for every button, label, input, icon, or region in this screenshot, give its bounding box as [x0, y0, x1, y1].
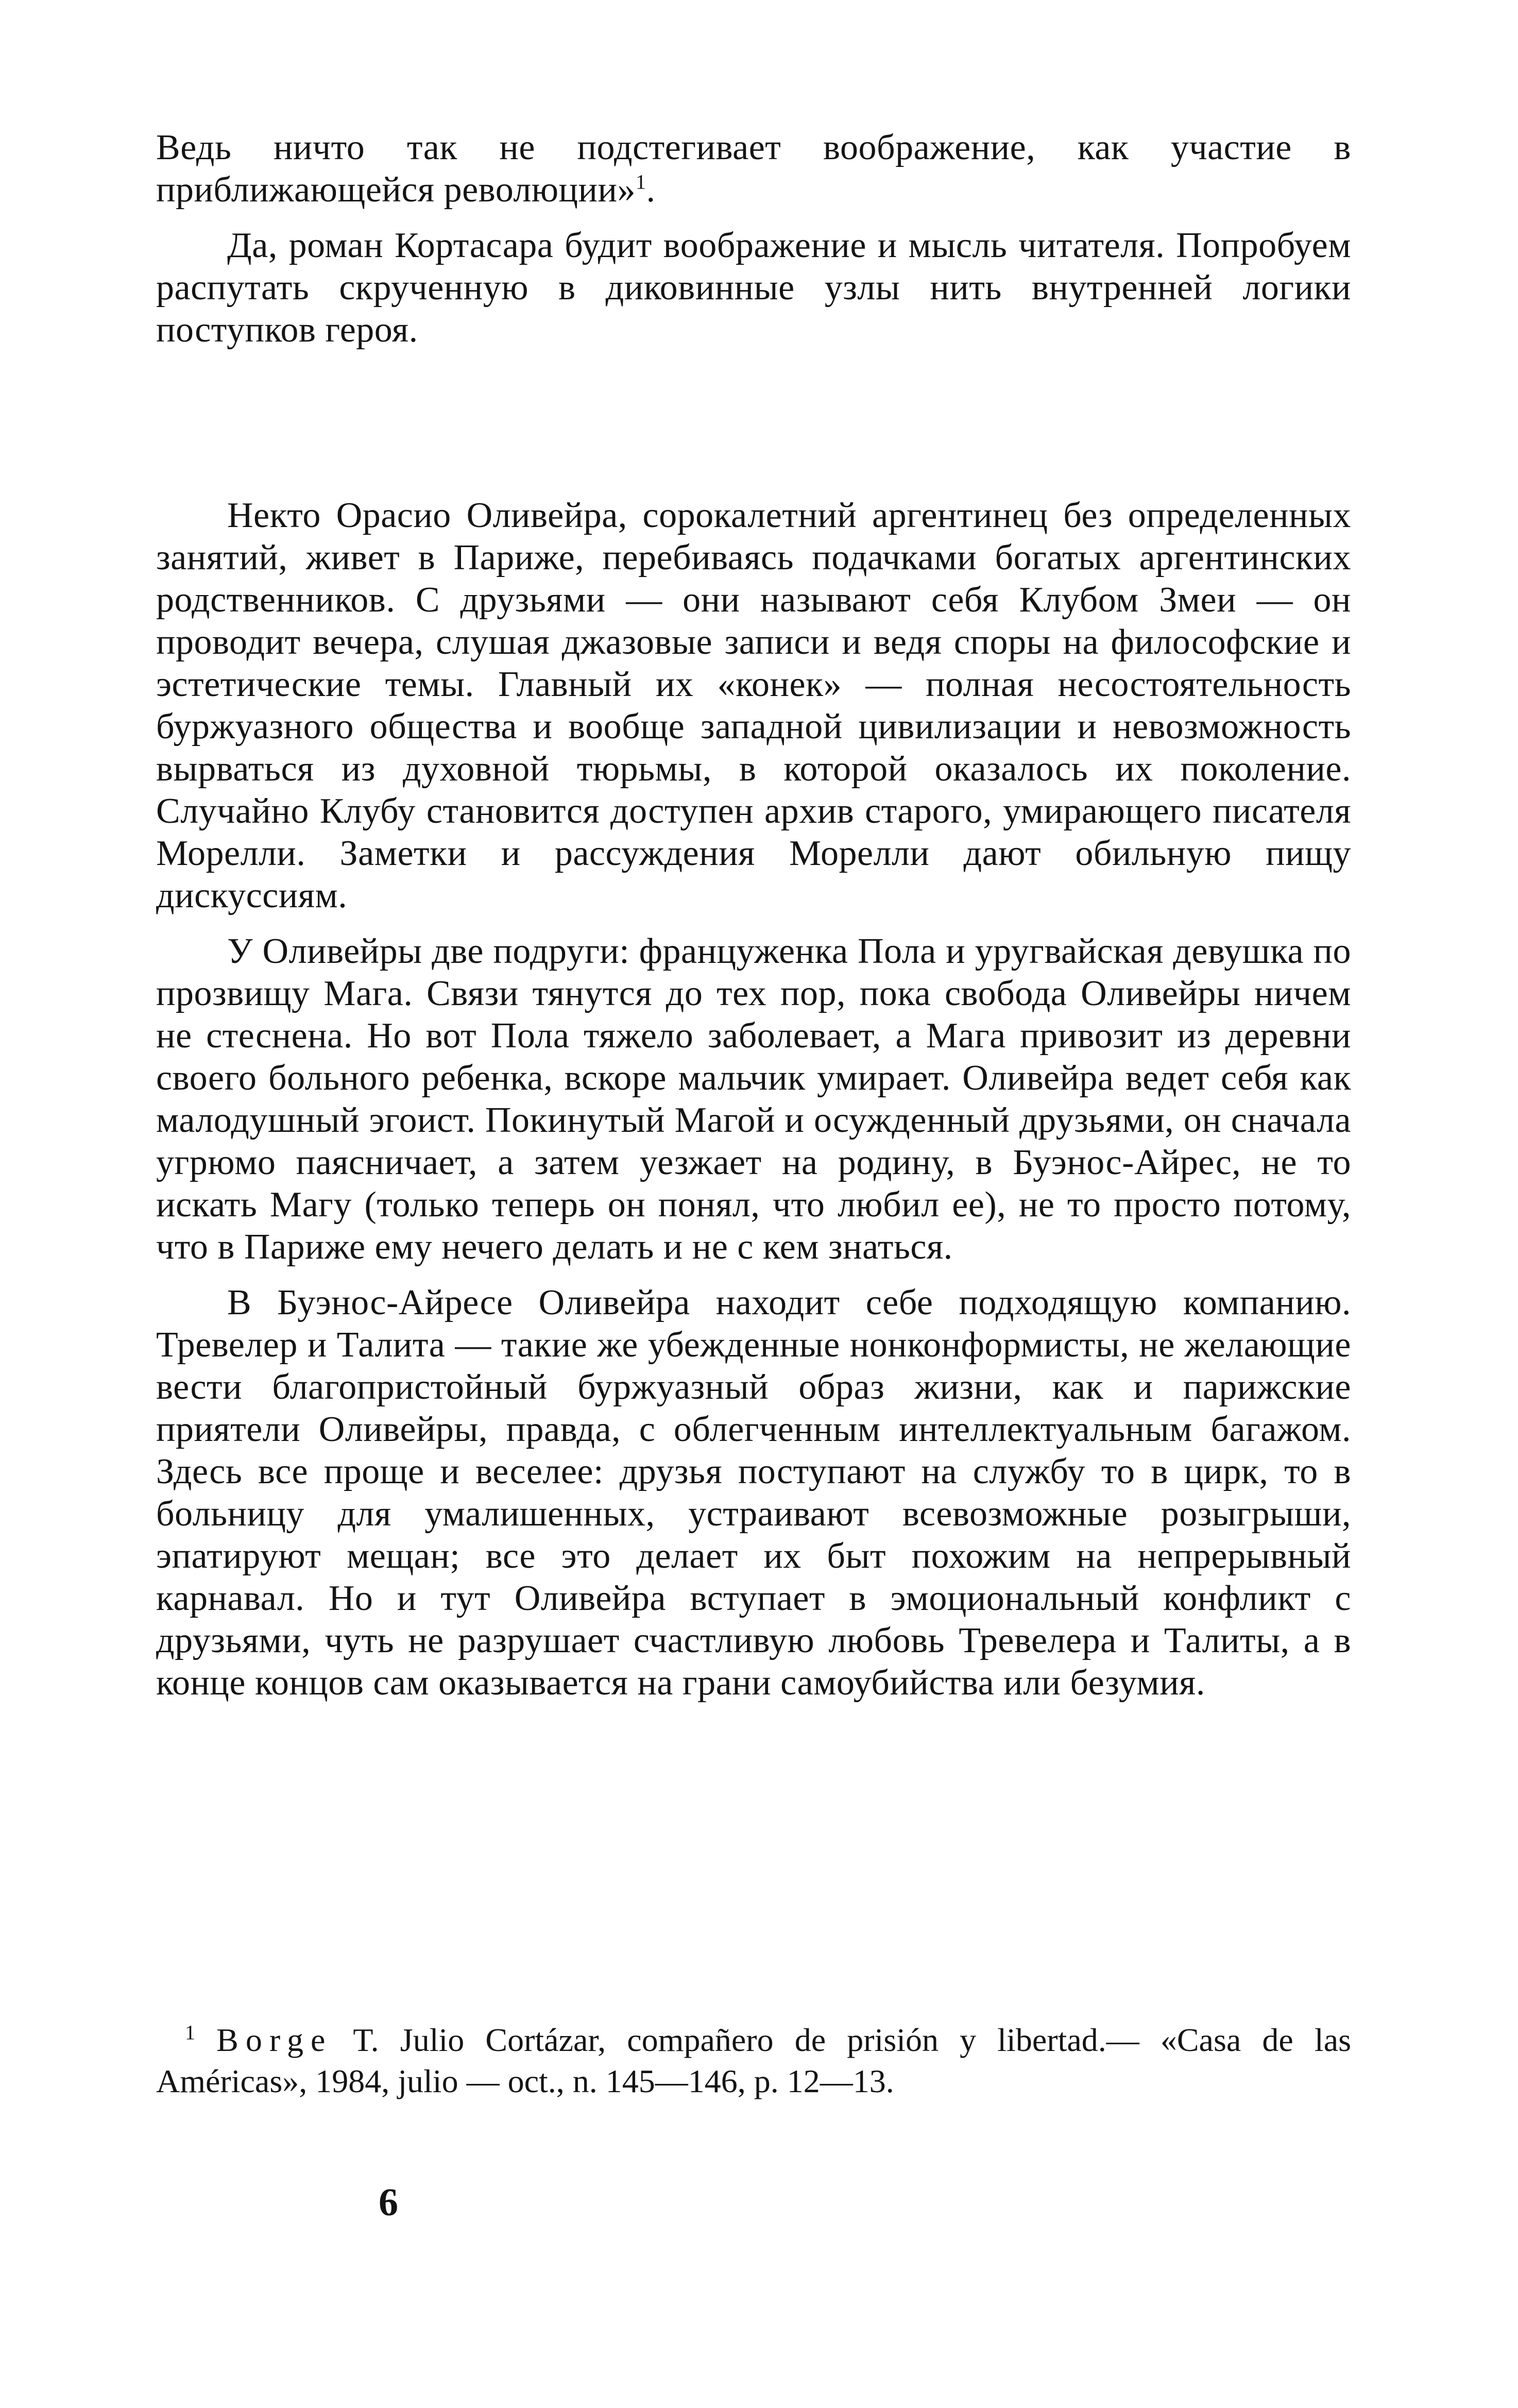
footnote-number: 1	[185, 2021, 195, 2044]
paragraph: Некто Орасио Оливейра, сорокалетний аргентинец без определенных занятий, живет в Париже, перебиваясь подачками богатых аргентинских родственников. С друзьями — они называют себя Клубом Змеи — он проводит вечера, слушая джазовые записи и ведя споры на философские и эстетические темы. Главный их «конек» — полная несостоятельность буржуазного общества и вообще западной цивилизации и невозможность вырваться из духовной тюрьмы, в которой оказалось их поколение. Случайно Клубу становится доступен архив старого, умирающего писателя Морелли. Заметки и рассуждения Морелли дают обильную пищу дискуссиям.	[156, 496, 1351, 915]
paragraph: Да, роман Кортасара будит воображение и мысль читателя. Попробуем распутать скрученную в диковинные узлы нить внутренней логики поступков героя.	[156, 226, 1351, 350]
paragraph-text: Ведь ничто так не подстегивает воображение, как участие в приближающейся революции»	[156, 128, 1351, 210]
footnote-text	[156, 2020, 1351, 2102]
footnote-author: Borge	[216, 2022, 333, 2058]
paragraph-continuation	[156, 127, 1351, 211]
paragraph: У Оливейры две подруги: француженка Пола и уругвайская девушка по прозвищу Мага. Связи тянутся до тех пор, пока свобода Оливейры ничем не стеснена. Но вот Пола тяжело заболевает, а Мага привозит из деревни своего больного ребенка, вскоре мальчик умирает. Оливейра ведет себя как малодушный эгоист. Покинутый Магой и осужденный друзьями, он сначала угрюмо паясничает, а затем уезжает на родину, в Буэнос-Айрес, не то искать Магу (только теперь он понял, что любил ее), не то просто потому, что в Париже ему нечего делать и не с кем знаться.	[156, 931, 1351, 1267]
footnote-citation: T. Julio Cortázar, compañero de prisión y libertad.— «Casa de las Américas», 1984, julio — oct., n. 145—146, p. 12—13.	[156, 2022, 1352, 2099]
page-number: 6	[379, 2181, 398, 2224]
main-text-block	[156, 495, 1351, 1704]
top-text-block	[156, 127, 1351, 351]
punctuation: .	[646, 170, 656, 210]
footnote-reference: 1	[635, 170, 646, 194]
paragraph: В Буэнос-Айресе Оливейра находит себе подходящую компанию. Тревелер и Талита — такие же убежденные нонконформисты, не желающие вести благопристойный буржуазный образ жизни, как и парижские приятели Оливейры, правда, с облегченным интеллектуальным багажом. Здесь все проще и веселее: друзья поступают на службу то в цирк, то в больницу для умалишенных, устраивают всевозможные розыгрыши, эпатируют мещан; все это делает их быт похожим на непрерывный карнавал. Но и тут Оливейра вступает в эмоциональный конфликт с друзьями, чуть не разрушает счастливую любовь Тревелера и Талиты, а в конце концов сам оказывается на грани самоубийства или безумия.	[156, 1283, 1351, 1703]
footnote	[156, 2020, 1351, 2102]
